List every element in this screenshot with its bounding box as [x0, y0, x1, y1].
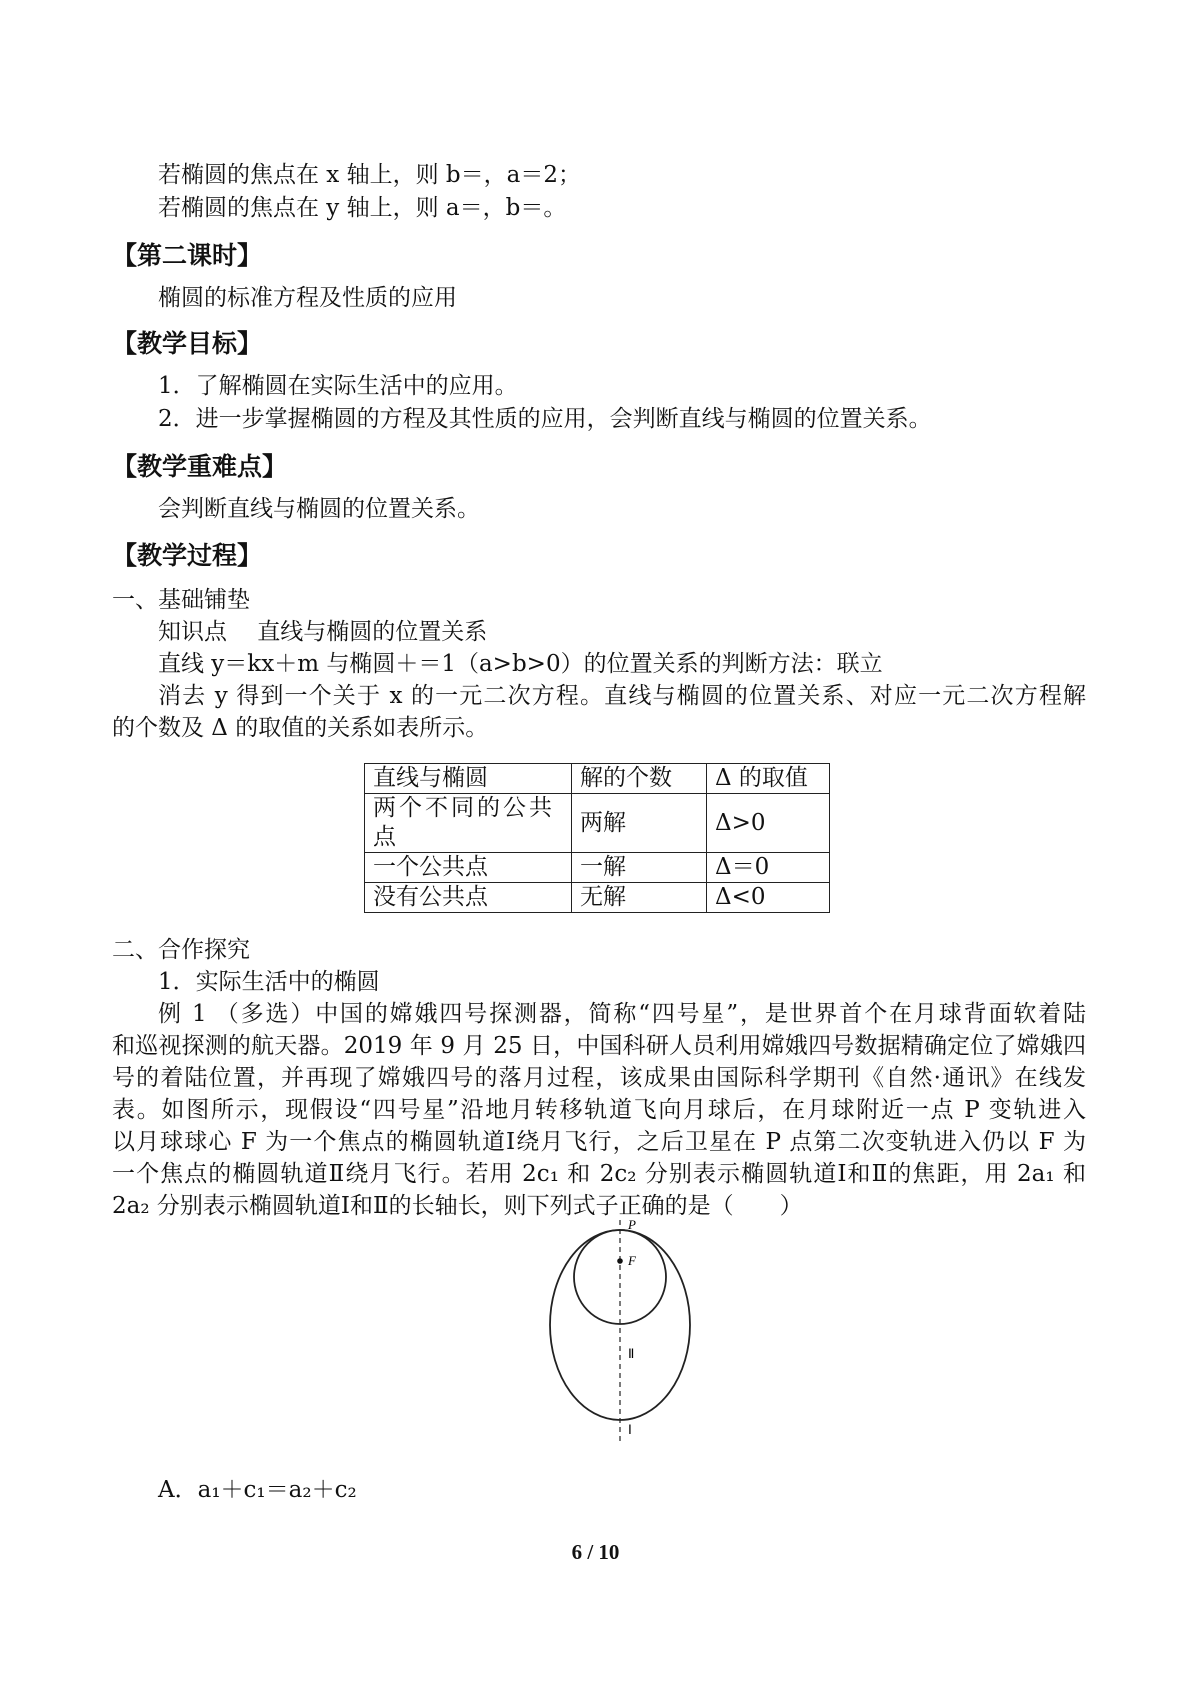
table-cell: 两解 — [572, 794, 707, 853]
example-line: 以月球球心 F 为一个焦点的椭圆轨道Ⅰ绕月飞行，之后卫星在 P 点第二次变轨进入仍以 F 为 — [112, 1129, 1086, 1155]
goals-heading: 【教学目标】 — [112, 329, 263, 358]
table-cell: 无解 — [572, 883, 707, 913]
label-orbit-II: Ⅱ — [628, 1346, 635, 1361]
table-cell: Δ＝0 — [707, 853, 830, 883]
intro-line-1: 若椭圆的焦点在 x 轴上，则 b＝，a＝2； — [158, 162, 581, 188]
table-header-cell: 解的个数 — [572, 764, 707, 794]
table-cell: 一解 — [572, 853, 707, 883]
label-F: F — [628, 1253, 636, 1268]
table-header-row — [365, 764, 830, 794]
table-header-cell: Δ 的取值 — [707, 764, 830, 794]
knowledge-point: 知识点 直线与椭圆的位置关系 — [158, 619, 488, 645]
label-orbit-I: Ⅰ — [628, 1422, 632, 1437]
focus-point — [617, 1258, 623, 1264]
example-line: 和巡视探测的航天器。2019 年 9 月 25 日，中国科研人员利用嫦娥四号数据精确定位了嫦娥四 — [112, 1033, 1086, 1059]
intro-line-2: 若椭圆的焦点在 y 轴上，则 a＝，b＝。 — [158, 195, 567, 221]
part1-title: 一、基础铺垫 — [112, 587, 250, 613]
option-a: A．a₁＋c₁＝a₂＋c₂ — [158, 1477, 357, 1503]
example-line: 一个焦点的椭圆轨道Ⅱ绕月飞行。若用 2c₁ 和 2c₂ 分别表示椭圆轨道Ⅰ和Ⅱ的焦距，用 2a₁ 和 — [112, 1161, 1086, 1187]
example-line: 例 1 （多选）中国的嫦娥四号探测器，简称“四号星”，是世界首个在月球背面软着陆 — [158, 1001, 1086, 1027]
difficulty-heading: 【教学重难点】 — [112, 452, 288, 481]
example-line: 表。如图所示，现假设“四号星”沿地月转移轨道飞向月球后，在月球附近一点 P 变轨进入 — [112, 1097, 1086, 1123]
label-P: P — [628, 1220, 636, 1232]
table-cell: 一个公共点 — [365, 853, 572, 883]
part2-title: 二、合作探究 — [112, 937, 250, 963]
process-heading: 【教学过程】 — [112, 541, 263, 570]
goal-2: 2．进一步掌握椭圆的方程及其性质的应用，会判断直线与椭圆的位置关系。 — [158, 406, 932, 432]
example-line: 号的着陆位置，并再现了嫦娥四号的落月过程，该成果由国际科学期刊《自然·通讯》在线发 — [112, 1065, 1086, 1091]
table-row — [365, 883, 830, 913]
goal-1: 1．了解椭圆在实际生活中的应用。 — [158, 373, 518, 399]
relation-table — [364, 763, 830, 913]
table-cell: 两个不同的公共点 — [365, 794, 572, 853]
table-row — [365, 853, 830, 883]
method-line: 直线 y＝kx＋m 与椭圆＋＝1（a>b>0）的位置关系的判断方法：联立 — [158, 651, 883, 677]
table-cell: 没有公共点 — [365, 883, 572, 913]
page-number: 6 / 10 — [571, 1540, 620, 1564]
example-last-line: 2a₂ 分别表示椭圆轨道Ⅰ和Ⅱ的长轴长，则下列式子正确的是（ ） — [112, 1193, 803, 1219]
paragraph-line-b: 消去 y 得到一个关于 x 的一元二次方程。直线与椭圆的位置关系、对应一元二次方程解 — [158, 683, 1086, 709]
table-row — [365, 794, 830, 853]
difficulty-text: 会判断直线与椭圆的位置关系。 — [158, 496, 480, 522]
table-cell: Δ>0 — [707, 794, 830, 853]
paragraph-line-c: 的个数及 Δ 的取值的关系如表所示。 — [112, 715, 489, 741]
table-header-cell: 直线与椭圆 — [365, 764, 572, 794]
lesson2-heading: 【第二课时】 — [112, 241, 263, 270]
orbit-figure — [540, 1220, 700, 1450]
part2-subtitle: 1．实际生活中的椭圆 — [158, 969, 380, 995]
table-cell: Δ<0 — [707, 883, 830, 913]
lesson2-text: 椭圆的标准方程及性质的应用 — [158, 285, 457, 311]
